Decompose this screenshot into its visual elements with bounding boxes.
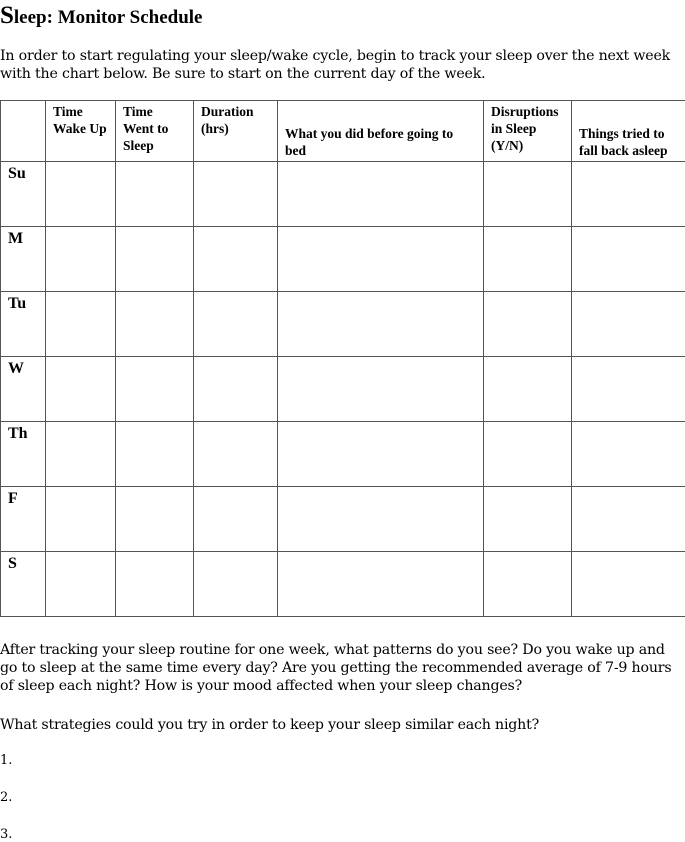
entry-cell[interactable] — [278, 227, 484, 292]
entry-cell[interactable] — [116, 487, 194, 552]
entry-cell[interactable] — [116, 227, 194, 292]
entry-cell[interactable] — [484, 162, 572, 227]
entry-cell[interactable] — [194, 487, 278, 552]
entry-cell[interactable] — [46, 357, 116, 422]
entry-cell[interactable] — [484, 227, 572, 292]
sleep-schedule-table — [0, 100, 685, 617]
day-label: F — [1, 487, 46, 552]
reflection-text: After tracking your sleep routine for one week, what patterns do you see? Do you wake up and go to sleep at the same time every day? Are you getting the recommended average of 7-9 hours of sleep each night? How is your mood affected when your sleep changes? — [0, 641, 685, 695]
entry-cell[interactable] — [572, 227, 685, 292]
table-row — [1, 487, 685, 552]
entry-cell[interactable] — [46, 487, 116, 552]
intro-text: In order to start regulating your sleep/wake cycle, begin to track your sleep over the next week with the chart below. Be sure to start on the current day of the week. — [0, 47, 685, 83]
column-header: Disruptions in Sleep (Y/N) — [484, 101, 572, 162]
day-label: Th — [1, 422, 46, 487]
day-label: Tu — [1, 292, 46, 357]
strategy-item-1: 1. — [0, 753, 12, 768]
table-row — [1, 162, 685, 227]
entry-cell[interactable] — [46, 227, 116, 292]
entry-cell[interactable] — [116, 422, 194, 487]
entry-cell[interactable] — [194, 552, 278, 617]
entry-cell[interactable] — [46, 292, 116, 357]
entry-cell[interactable] — [278, 292, 484, 357]
entry-cell[interactable] — [278, 552, 484, 617]
entry-cell[interactable] — [572, 357, 685, 422]
strategy-item-3: 3. — [0, 827, 12, 842]
entry-cell[interactable] — [572, 552, 685, 617]
entry-cell[interactable] — [572, 422, 685, 487]
entry-cell[interactable] — [194, 162, 278, 227]
entry-cell[interactable] — [484, 357, 572, 422]
strategies-prompt: What strategies could you try in order to keep your sleep similar each night? — [0, 716, 539, 734]
entry-cell[interactable] — [116, 162, 194, 227]
day-label: W — [1, 357, 46, 422]
table-row — [1, 292, 685, 357]
entry-cell[interactable] — [278, 162, 484, 227]
entry-cell[interactable] — [278, 487, 484, 552]
entry-cell[interactable] — [484, 292, 572, 357]
entry-cell[interactable] — [484, 487, 572, 552]
entry-cell[interactable] — [572, 162, 685, 227]
table-row — [1, 227, 685, 292]
strategy-item-2: 2. — [0, 790, 12, 805]
entry-cell[interactable] — [46, 422, 116, 487]
column-header: Duration (hrs) — [194, 101, 278, 162]
column-header: Time Wake Up — [46, 101, 116, 162]
entry-cell[interactable] — [194, 227, 278, 292]
entry-cell[interactable] — [278, 357, 484, 422]
day-label: M — [1, 227, 46, 292]
entry-cell[interactable] — [116, 292, 194, 357]
table-row — [1, 422, 685, 487]
column-header: Things tried to fall back asleep — [572, 101, 685, 162]
entry-cell[interactable] — [278, 422, 484, 487]
entry-cell[interactable] — [116, 357, 194, 422]
entry-cell[interactable] — [116, 552, 194, 617]
entry-cell[interactable] — [194, 422, 278, 487]
entry-cell[interactable] — [484, 422, 572, 487]
entry-cell[interactable] — [484, 552, 572, 617]
entry-cell[interactable] — [46, 162, 116, 227]
day-label: S — [1, 552, 46, 617]
entry-cell[interactable] — [194, 292, 278, 357]
column-header — [1, 101, 46, 162]
entry-cell[interactable] — [194, 357, 278, 422]
entry-cell[interactable] — [572, 487, 685, 552]
page-title: Sleep: Monitor Schedule — [0, 2, 203, 30]
day-label: Su — [1, 162, 46, 227]
column-header: Time Went to Sleep — [116, 101, 194, 162]
table-row — [1, 357, 685, 422]
column-header: What you did before going to bed — [278, 101, 484, 162]
table-row — [1, 552, 685, 617]
entry-cell[interactable] — [46, 552, 116, 617]
entry-cell[interactable] — [572, 292, 685, 357]
